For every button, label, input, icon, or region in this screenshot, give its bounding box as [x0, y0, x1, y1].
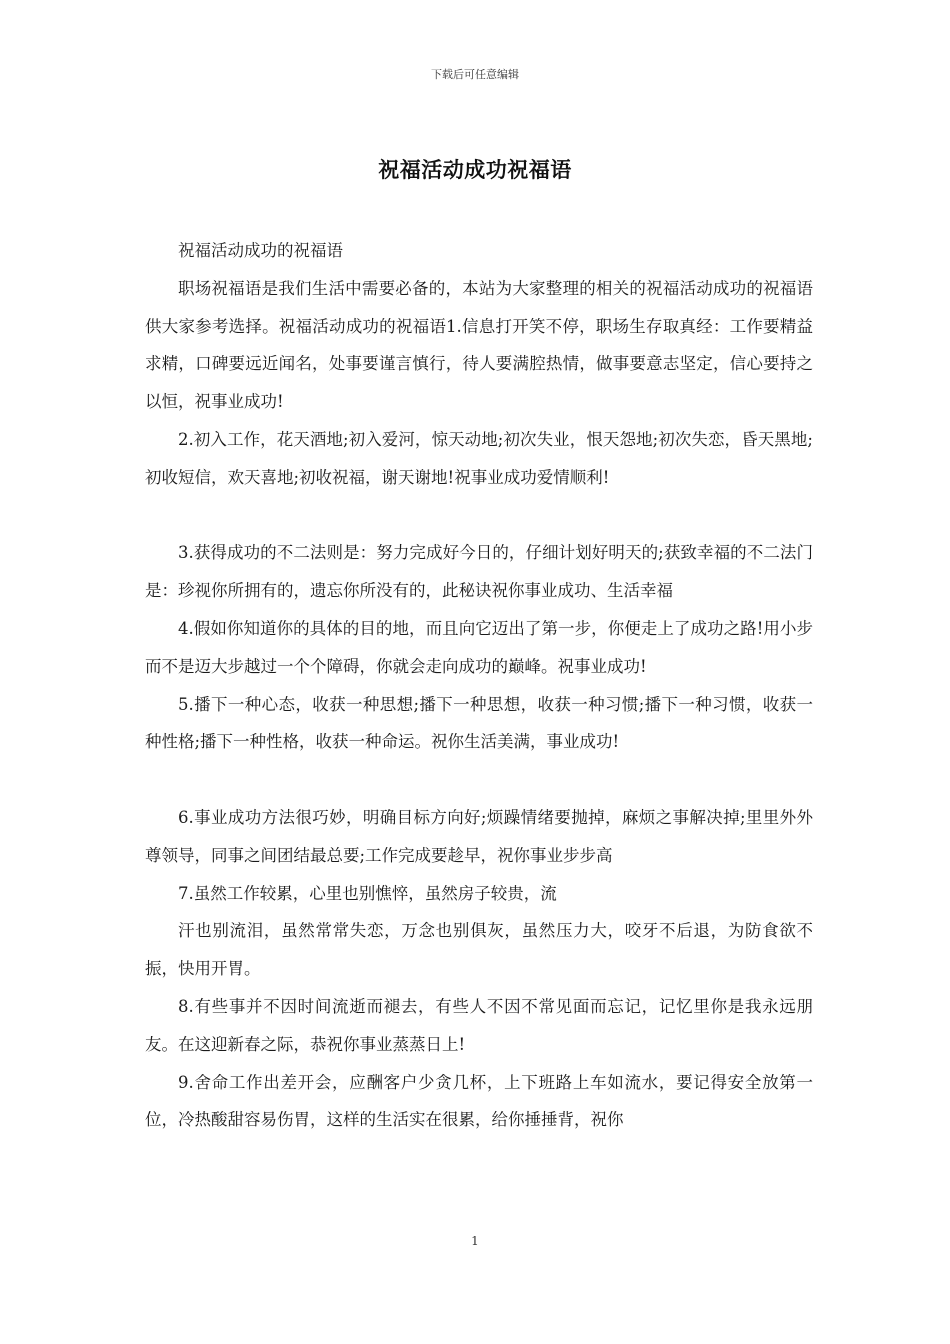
- page-number: 1: [471, 1234, 479, 1248]
- page-header-note: 下载后可任意编辑: [431, 68, 519, 81]
- paragraph-item-2: 2.初入工作，花天酒地;初入爱河，惊天动地;初次失业，恨天怨地;初次失恋，昏天黑地;初收短信，欢天喜地;初收祝福，谢天谢地!祝事业成功爱情顺利!: [145, 429, 813, 487]
- document-title: 祝福活动成功祝福语: [378, 157, 572, 182]
- paragraph-item-6: 6.事业成功方法很巧妙，明确目标方向好;烦躁情绪要抛掉，麻烦之事解决掉;里里外外尊领导，同事之间团结最总要;工作完成要趁早，祝你事业步步高: [145, 807, 813, 865]
- paragraph-intro: 职场祝福语是我们生活中需要必备的，本站为大家整理的相关的祝福活动成功的祝福语供大家参考选择。祝福活动成功的祝福语1.信息打开笑不停，职场生存取真经：工作要精益求精，口碑要远近闻名，处事要谨言慎行，待人要满腔热情，做事要意志坚定，信心要持之以恒，祝事业成功!: [145, 278, 813, 412]
- paragraph-item-7-continued: 汗也别流泪，虽然常常失恋，万念也别俱灰，虽然压力大，咬牙不后退，为防食欲不振，快用开胃。: [145, 921, 813, 979]
- paragraph-item-4: 4.假如你知道你的具体的目的地，而且向它迈出了第一步，你便走上了成功之路!用小步而不是迈大步越过一个个障碍，你就会走向成功的巅峰。祝事业成功!: [145, 618, 813, 676]
- document-body: [145, 232, 813, 1139]
- paragraph-item-3: 3.获得成功的不二法则是：努力完成好今日的，仔细计划好明天的;获致幸福的不二法门是：珍视你所拥有的，遗忘你所没有的，此秘诀祝你事业成功、生活幸福: [145, 543, 813, 601]
- paragraph-item-7: 7.虽然工作较累，心里也别憔悴，虽然房子较贵，流: [178, 883, 557, 903]
- paragraph-subtitle: 祝福活动成功的祝福语: [178, 241, 343, 260]
- paragraph-item-8: 8.有些事并不因时间流逝而褪去，有些人不因不常见面而忘记，记忆里你是我永远朋友。在这迎新春之际，恭祝你事业蒸蒸日上!: [145, 996, 813, 1054]
- paragraph-item-9: 9.舍命工作出差开会，应酬客户少贪几杯，上下班路上车如流水，要记得安全放第一位，冷热酸甜容易伤胃，这样的生活实在很累，给你捶捶背，祝你: [145, 1072, 813, 1130]
- paragraph-item-5: 5.播下一种心态，收获一种思想;播下一种思想，收获一种习惯;播下一种习惯，收获一种性格;播下一种性格，收获一种命运。祝你生活美满，事业成功!: [145, 694, 813, 752]
